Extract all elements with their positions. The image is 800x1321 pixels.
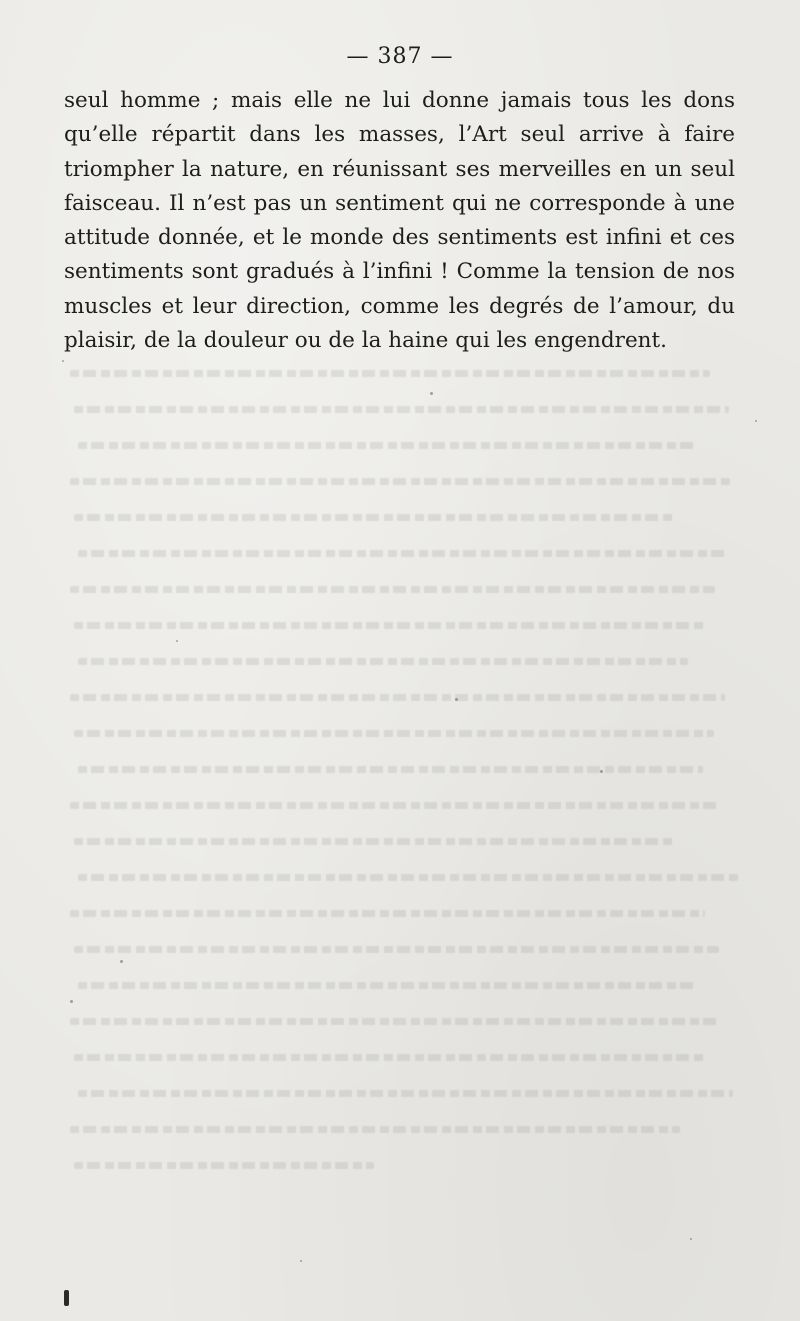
text-line: triompher la nature, en réunissant ses merveilles en un seul [64,156,735,182]
ink-mark [64,1290,69,1306]
ghost-line [74,406,729,413]
paper-speck [755,420,757,422]
text-line: plaisir, de la douleur ou de la haine qui les engendrent. [64,328,667,354]
paper-speck [300,1260,302,1262]
ghost-line [74,1054,704,1061]
ghost-line [78,658,688,665]
ghost-line [70,802,720,809]
ghost-line [78,982,698,989]
ghost-line [78,1090,733,1097]
ghost-line [70,370,710,377]
text-line: attitude donnée, et le monde des sentiments est infini et ces [64,225,735,251]
text-line: muscles et leur direction, comme les degrés de l’amour, du [64,293,735,319]
text-line: seul homme ; mais elle ne lui donne jamais tous les dons [64,88,735,113]
page-number: — 387 — [346,44,454,69]
ghost-line [78,442,698,449]
ghost-line [74,946,719,953]
ghost-line [78,550,728,557]
ghost-line [70,478,730,485]
text-line: faisceau. Il n’est pas un sentiment qui ne corresponde à une [64,190,735,216]
ghost-line [70,1018,720,1025]
paper-speck [690,1238,692,1240]
ghost-line [74,1162,374,1169]
paper-speck [176,640,178,642]
ghost-line [74,622,704,629]
paragraph [64,84,735,358]
ghost-line [74,514,674,521]
text-line: sentiments sont gradués à l’infini ! Comme la tension de nos [64,259,735,285]
paper-speck [120,960,123,963]
ghost-line [74,838,674,845]
paper-speck [70,1000,73,1003]
ghost-line [74,730,714,737]
paper-speck [600,770,603,773]
ghost-line [78,766,703,773]
ghost-line [70,910,705,917]
ghost-line [70,1126,680,1133]
paper-speck [455,698,458,701]
ghost-line [70,586,715,593]
ghost-line [70,694,725,701]
paper-speck [62,360,64,362]
paper-speck [430,392,433,395]
ghost-line [78,874,738,881]
text-line: qu’elle répartit dans les masses, l’Art seul arrive à faire [64,122,735,148]
show-through-texture [70,360,760,1240]
